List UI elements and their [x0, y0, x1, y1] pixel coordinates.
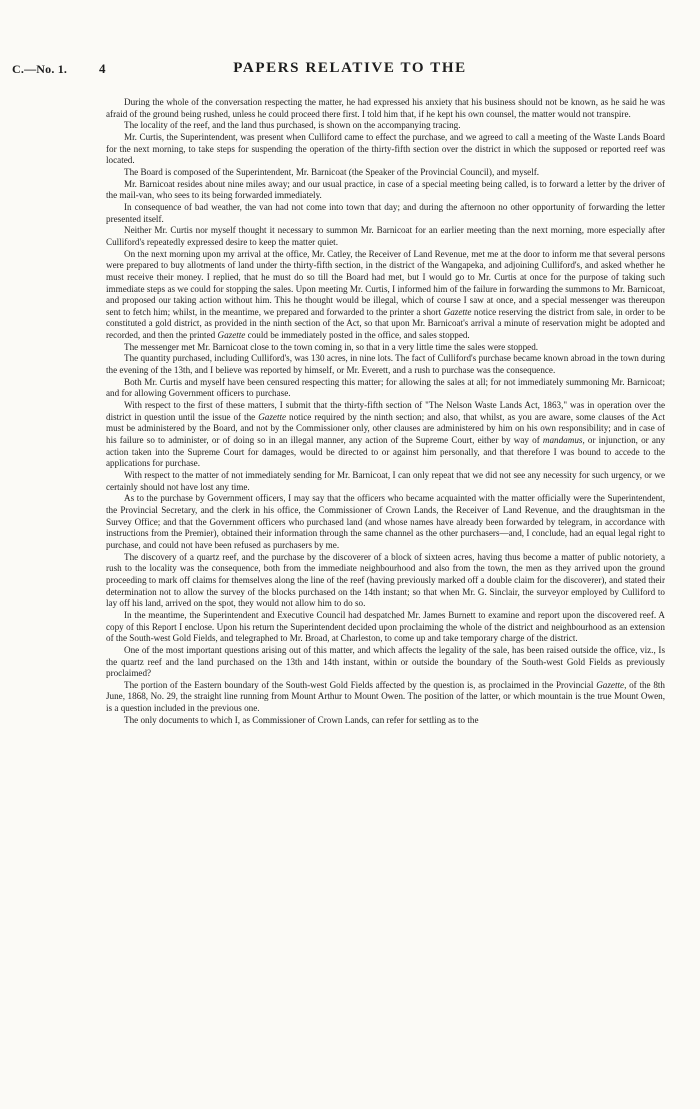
paragraph: The only documents to which I, as Commissioner of Crown Lands, can refer for settling as to the — [124, 714, 479, 725]
document-reference: C.—No. 1. — [12, 62, 68, 76]
paragraph: The discovery of a quartz reef, and the purchase by the discoverer of a block of sixteen acres, having thus become a matter of public notoriety, a rush to the locality was the consequence, both from the immediate neighbourhood and also from the town, the men as they arrived upon the ground proceeding to mark off claims for themselves along the line of the reef (having previously marked off a double claim for the discoverer), and stated their determination not to allow the survey of the blocks purchased on the 14th instant; so that when Mr. G. Sinclair, the surveyor employed by Culliford to lay off his land, arrived on the spot, they would not allow him to do so. — [106, 551, 665, 609]
paragraph: The quantity purchased, including Culliford's, was 130 acres, in nine lots. The fact of Culliford's purchase became known abroad in the town during the evening of the 13th, and I believe was reported by himself, or Mr. Everett, and a rush to purchase was the consequence. — [106, 353, 665, 376]
paragraph: During the whole of the conversation respecting the matter, he had expressed his anxiety that his business should not be known, as he said he was afraid of the ground being rushed, unless he could proceed there first. I told him that, if he kept his own counsel, the matter would not transpire. — [106, 97, 665, 119]
paragraph: Both Mr. Curtis and myself have been censured respecting this matter; for allowing the sales at all; for not immediately summoning Mr. Barnicoat; and for allowing Government officers to purchase. — [106, 376, 665, 399]
body-text — [106, 97, 665, 1097]
page-number: 4 — [99, 61, 106, 76]
paragraph: Mr. Barnicoat resides about nine miles away; and our usual practice, in case of a special meeting being called, is to forward a letter by the driver of the mail-van, who sees to its being forwarded immediately. — [106, 178, 665, 201]
paragraph: The messenger met Mr. Barnicoat close to the town coming in, so that in a very little time the sales were stopped. — [124, 341, 539, 352]
page-header — [0, 60, 700, 86]
paragraph: The locality of the reef, and the land thus purchased, is shown on the accompanying tracing. — [124, 120, 461, 131]
running-title: PAPERS RELATIVE TO THE — [233, 60, 467, 76]
paragraph: With respect to the matter of not immediately sending for Mr. Barnicoat, I can only repeat that we did not see any necessity for such urgency, or we certainly should not have lost any time. — [106, 470, 665, 492]
paragraph: As to the purchase by Government officers, I may say that the officers who became acquainted with the matter officially were the Superintendent, the Provincial Secretary, and the clerk in his office, the Commissioner of Crown Lands, the Receiver of Land Revenue, and the draughtsman in the Survey Office; and that the Government officers who purchased land (and whose names have already been forwarded by telegram, in accordance with instructions from the Premier), obtained their information through the same channel as the other purchasers—and, I conclude, had an equal legal right to purchase, and could not have been refused as purchasers by me. — [106, 493, 665, 550]
paragraph: One of the most important questions arising out of this matter, and which affects the legality of the sale, has been raised outside the office, viz., Is the quartz reef and the land purchased on the 13th and 14th instant, within or outside the boundary of the South-west Gold Fields as previously proclaimed? — [106, 644, 665, 679]
paragraph: In the meantime, the Superintendent and Executive Council had despatched Mr. James Burnett to examine and report upon the discovered reef. A copy of this Report I enclose. Upon his return the Superintendent decided upon proclaiming the whole of the district and neighbourhood as an extension of the South-west Gold Fields, and telegraphed to Mr. Broad, at Charleston, to come up and take temporary charge of the district. — [106, 609, 665, 644]
paragraph: Neither Mr. Curtis nor myself thought it necessary to summon Mr. Barnicoat for an earlier meeting than the next morning, more especially after Culliford's repeatedly expressed desire to keep the matter quiet. — [106, 225, 665, 247]
paragraph: The portion of the Eastern boundary of the South-west Gold Fields affected by the question is, as proclaimed in the Provincial Gazette, of the 8th June, 1868, No. 29, the straight line running from Mount Arthur to Mount Owen. The position of the latter, or which mountain is the true Mount Owen, is a question included in the previous one. — [106, 679, 665, 714]
paragraph: On the next morning upon my arrival at the office, Mr. Catley, the Receiver of Land Revenue, met me at the door to inform me that several persons were prepared to buy allotments of land under the thirty-fifth section, in the district of the Wangapeka, and adjoining Culliford's, and asked whether he must receive their money. I replied, that he must do so till the Board had met, but I would go to Mr. Curtis at once for the purpose of taking such immediate steps as we could for stopping the sales. Upon meeting Mr. Curtis, I informed him of the failure in forwarding the summons to Mr. Barnicoat, and proposed our taking action without him. This he thought would be illegal, which of course I saw at once, and a special messenger was thereupon sent to fetch him; whilst, in the meantime, we prepared and forwarded to the printer a short Gazette notice reserving the district from sale, in order to be constituted a gold district, as provided in the ninth section of the Act, so that upon Mr. Barnicoat's arrival a minute of reservation might be adopted and recorded, and then the printed Gazette could be immediately posted in the office, and sales stopped. — [106, 248, 665, 341]
paragraph: Mr. Curtis, the Superintendent, was present when Culliford came to effect the purchase, and we agreed to call a meeting of the Waste Lands Board for the next morning, to take steps for suspending the operation of the thirty-fifth section over the district in which the supposed or reported reef was located. — [106, 131, 665, 166]
paragraph: In consequence of bad weather, the van had not come into town that day; and during the afternoon no other opportunity of forwarding the letter presented itself. — [106, 201, 665, 224]
paragraph: With respect to the first of these matters, I submit that the thirty-fifth section of "The Nelson Waste Lands Act, 1863," was in operation over the district in question until the issue of the Gazette notice required by the ninth section; and also, that whilst, as you are aware, some clauses of the Act must be administered by the Board, and not by the Commissioner only, other clauses are administered by him on his own responsibility; and in case of his failure so to administer, or of doing so in an illegal manner, any action of the Supreme Court, either by way of mandamus, or injunction, or any action taken into the Supreme Court for damages, would be directed to or against him personally, and that therefore I was bound to accede to the applications for purchase. — [106, 400, 665, 469]
paragraph: The Board is composed of the Superintendent, Mr. Barnicoat (the Speaker of the Provincial Council), and myself. — [124, 166, 540, 177]
